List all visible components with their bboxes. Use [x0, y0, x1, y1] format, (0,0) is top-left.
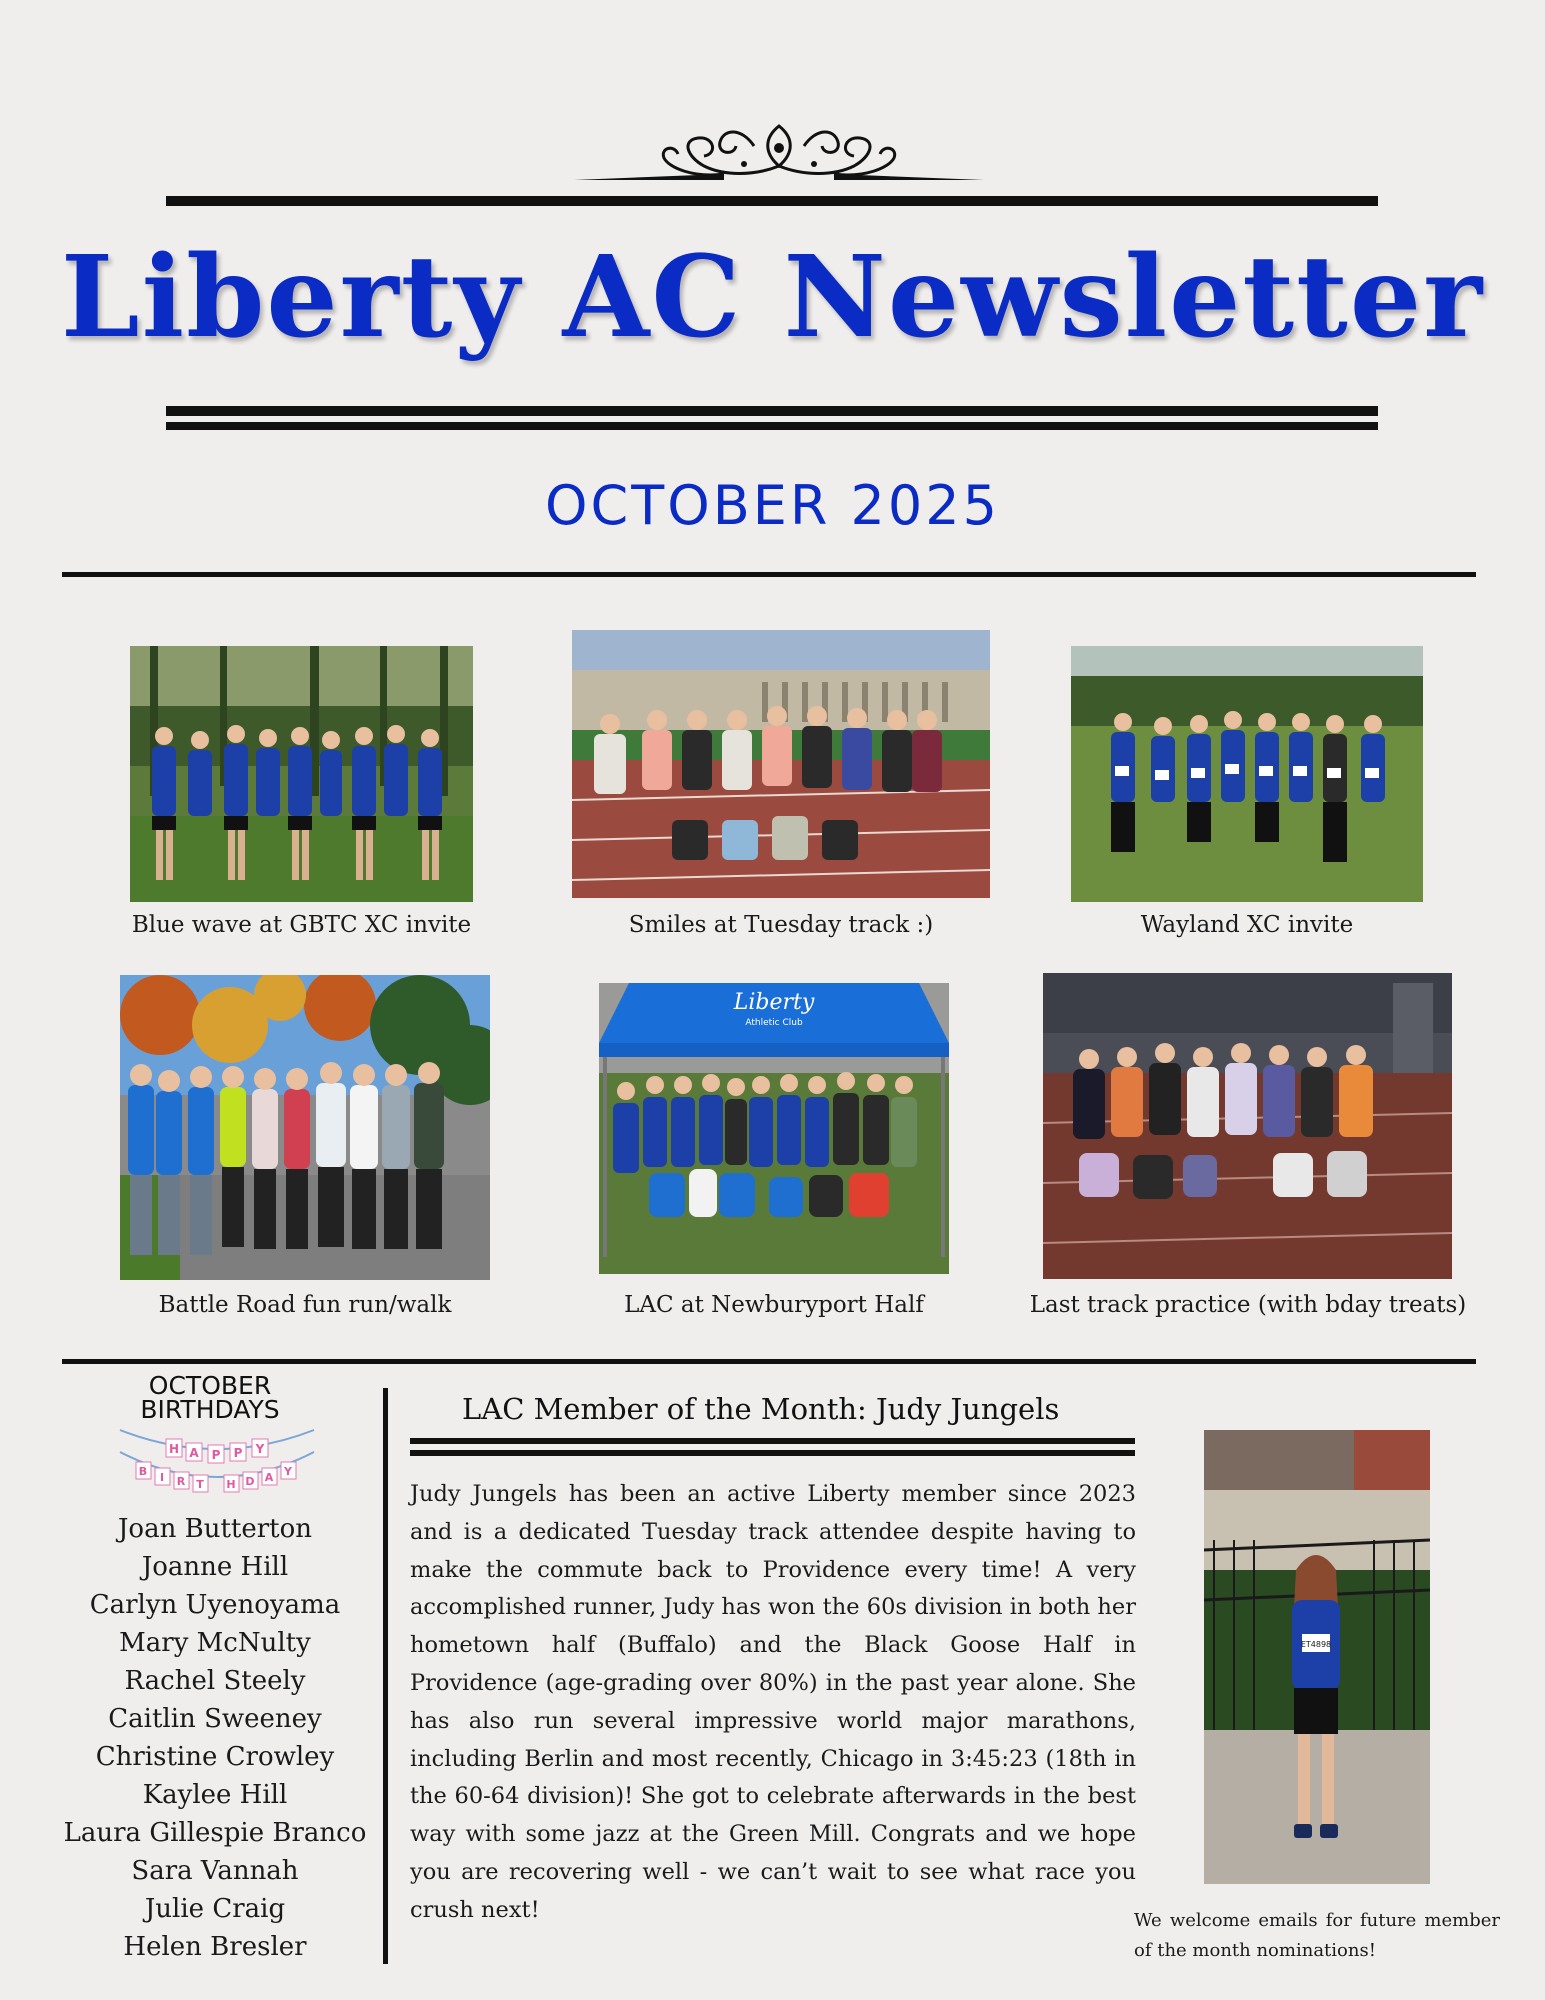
photo-caption: Wayland XC invite	[1140, 912, 1354, 938]
happy-birthday-banner	[112, 1424, 322, 1504]
birthday-name: Helen Bresler	[123, 1932, 307, 1962]
newsletter-title: Liberty AC Newsletter	[60, 232, 1485, 363]
masthead-bottom-rule-2	[166, 422, 1378, 430]
svg-text:I: I	[159, 1471, 165, 1484]
birthdays-title: OCTOBER BIRTHDAYS	[140, 1371, 280, 1424]
birthday-names-list	[50, 1510, 380, 1966]
birthday-name: Caitlin Sweeney	[108, 1704, 322, 1734]
svg-text:B: B	[138, 1465, 148, 1478]
column-divider	[383, 1388, 388, 1964]
birthday-name: Christine Crowley	[95, 1742, 335, 1772]
svg-text:Y: Y	[255, 1442, 265, 1456]
photo-caption: Battle Road fun run/walk	[158, 1292, 452, 1318]
race-bib-text: ET4898	[1300, 1640, 1332, 1649]
tent-brand-text: Liberty	[733, 990, 815, 1015]
photo-caption: LAC at Newburyport Half	[624, 1292, 924, 1318]
svg-text:D: D	[245, 1475, 255, 1488]
photo-battle-road	[120, 975, 490, 1280]
birthday-name: Julie Craig	[144, 1894, 286, 1924]
ornament-flourish-icon	[574, 118, 984, 186]
photo-gbtc-xc	[130, 646, 473, 902]
svg-text:Y: Y	[284, 1465, 292, 1478]
svg-text:A: A	[264, 1471, 274, 1484]
svg-text:R: R	[176, 1475, 186, 1488]
masthead-bottom-rule-1	[166, 406, 1378, 416]
birthday-name: Rachel Steely	[124, 1666, 306, 1696]
svg-text:P: P	[233, 1446, 243, 1460]
birthday-name: Mary McNulty	[119, 1628, 311, 1658]
banner-flags-top	[166, 1439, 268, 1463]
birthday-name: Sara Vannah	[131, 1856, 299, 1886]
birthday-name: Kaylee Hill	[142, 1780, 288, 1810]
photo-wayland-xc	[1071, 646, 1423, 902]
svg-text:H: H	[168, 1442, 180, 1456]
heading-rule-1	[410, 1438, 1135, 1444]
photo-caption: Blue wave at GBTC XC invite	[131, 912, 472, 938]
section-divider-bottom	[62, 1359, 1476, 1364]
masthead-top-rule	[166, 196, 1378, 206]
tent-sub-text: Athletic Club	[745, 1018, 803, 1028]
svg-text:H: H	[226, 1478, 236, 1491]
birthday-name: Laura Gillespie Branco	[63, 1818, 367, 1848]
birthday-name: Joanne Hill	[141, 1552, 289, 1582]
photo-caption: Smiles at Tuesday track :)	[628, 912, 934, 938]
birthday-name: Joan Butterton	[118, 1514, 312, 1544]
nomination-note: We welcome emails for future member of the month nominations!	[1134, 1910, 1500, 1961]
member-of-month-heading: LAC Member of the Month: Judy Jungels	[462, 1392, 1060, 1426]
svg-text:P: P	[211, 1448, 221, 1462]
svg-text:A: A	[189, 1446, 199, 1460]
photo-last-track-practice	[1043, 973, 1452, 1279]
birthday-name: Carlyn Uyenoyama	[89, 1590, 341, 1620]
svg-text:T: T	[196, 1478, 204, 1491]
photo-member-of-month	[1204, 1430, 1430, 1884]
section-divider-top	[62, 572, 1476, 577]
photo-newburyport-half	[599, 983, 949, 1274]
photo-caption: Last track practice (with bday treats)	[1029, 1292, 1467, 1318]
member-of-month-body: Judy Jungels has been an active Liberty member since 2023 and is a dedicated Tuesday track attendee despite having to make the commute back to Providence every time! A very accomplished runner, Judy has won the 60s division in both her hometown half (Buffalo) and the Black Goose Half in Providence (age-grading over 80%) in the past year alone. She has also run several impressive world major marathons, including Berlin and most recently, Chicago in 3:45:23 (18th in the 60-64 division)! She got to celebrate afterwards in the best way with some jazz at the Green Mill. Congrats and we hope you are recovering well - we can’t wait to see what race you crush next!	[410, 1481, 1136, 1923]
issue-date: OCTOBER 2025	[545, 474, 1000, 537]
heading-rule-2	[410, 1450, 1135, 1456]
photo-tuesday-track	[572, 630, 990, 898]
